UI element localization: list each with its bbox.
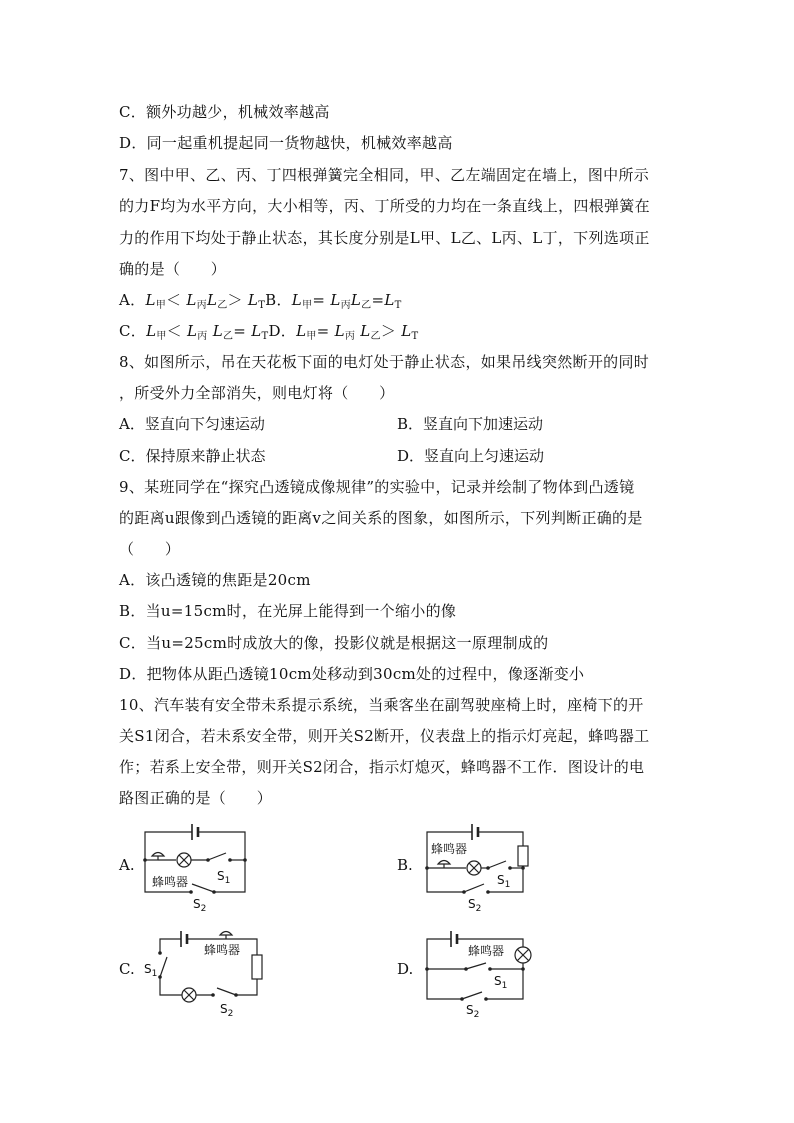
circuit-diagram-d [420,925,540,1020]
q7-options-ab: A．$L_甲< L_丙L_乙> L_TB$．$L_甲= L_丙L_乙=L_T$ [119,291,402,311]
q9-stem-line-3: （ ） [119,540,181,558]
circuit-diagram-b [420,820,540,912]
circuit-b-s1-label: $S_1$ [497,873,511,890]
q9-option-d: D．把物体从距凸透镜10cm处移动到30cm处的过程中，像逐渐变小 [119,665,585,683]
circuit-c-buzzer-label: 蜂鸣器 [204,943,241,957]
q10-stem-line-1: 10、汽车装有安全带未系提示系统，当乘客坐在副驾驶座椅上时，座椅下的开 [119,696,644,714]
q6-option-d: D．同一起重机提起同一货物越快，机械效率越高 [119,134,453,152]
q8-option-c: C．保持原来静止状态 [119,447,266,465]
circuit-diagram-a [140,820,260,912]
q9-option-b: B．当u=15cm时，在光屏上能得到一个缩小的像 [119,602,457,620]
q6-option-c: C．额外功越少，机械效率越高 [119,103,330,121]
q10-stem-line-3: 作；若系上安全带，则开关S2闭合，指示灯熄灭，蜂鸣器不工作．图设计的电 [119,758,645,776]
circuit-b-buzzer-label: 蜂鸣器 [431,842,468,856]
circuit-d-s1-label: $S_1$ [494,974,508,991]
q7-stem-line-3: 力的作用下均处于静止状态，其长度分别是L甲、L乙、L丙、L丁，下列选项正 [119,229,650,247]
q10-stem-line-4: 路图正确的是（ ） [119,789,273,807]
q7-stem-line-1: 7、图中甲、乙、丙、丁四根弹簧完全相同，甲、乙左端固定在墙上，图中所示 [119,166,650,184]
circuit-a-buzzer-label: 蜂鸣器 [152,875,189,889]
q7-stem-line-2: 的力F均为水平方向，大小相等，丙、丁所受的力均在一条直线上，四根弹簧在 [119,197,650,215]
circuit-c-s2-label: $S_2$ [220,1002,234,1019]
q9-stem-line-2: 的距离u跟像到凸透镜的距离v之间关系的图象，如图所示，下列判断正确的是 [119,509,643,527]
q7-options-cd: C．$L_甲< L_丙$ $L_乙= L_TD$．$L_甲= L_丙$ $L_乙> L_T$ [119,322,419,342]
circuit-d-label: D. [397,960,414,978]
q9-option-c: C．当u=25cm时成放大的像，投影仪就是根据这一原理制成的 [119,634,549,652]
circuit-d-buzzer-label: 蜂鸣器 [468,944,505,958]
q8-option-b: B．竖直向下加速运动 [397,415,544,433]
circuit-a-label: A. [119,856,135,874]
q8-stem-line-2: ，所受外力全部消失，则电灯将（ ） [119,384,395,402]
q8-option-a: A．竖直向下匀速运动 [119,415,265,433]
circuit-a-s2-label: $S_2$ [193,897,207,912]
q10-stem-line-2: 关S1闭合，若未系安全带，则开关S2断开，仪表盘上的指示灯亮起，蜂鸣器工 [119,727,650,745]
circuit-d-s2-label: $S_2$ [466,1003,480,1020]
q7-stem-line-4: 确的是（ ） [119,260,227,278]
circuit-a-s1-label: $S_1$ [217,869,231,886]
q9-option-a: A．该凸透镜的焦距是20cm [119,571,311,589]
circuit-b-label: B. [397,856,413,874]
q8-stem-line-1: 8、如图所示，吊在天花板下面的电灯处于静止状态，如果吊线突然断开的同时 [119,353,650,371]
circuit-diagram-c [140,925,265,1020]
q9-stem-line-1: 9、某班同学在“探究凸透镜成像规律”的实验中，记录并绘制了物体到凸透镜 [119,478,635,496]
q8-option-d: D．竖直向上匀速运动 [397,447,545,465]
circuit-c-s1-label: $S_1$ [144,962,158,979]
circuit-b-s2-label: $S_2$ [468,897,482,912]
circuit-c-label: C. [119,960,135,978]
